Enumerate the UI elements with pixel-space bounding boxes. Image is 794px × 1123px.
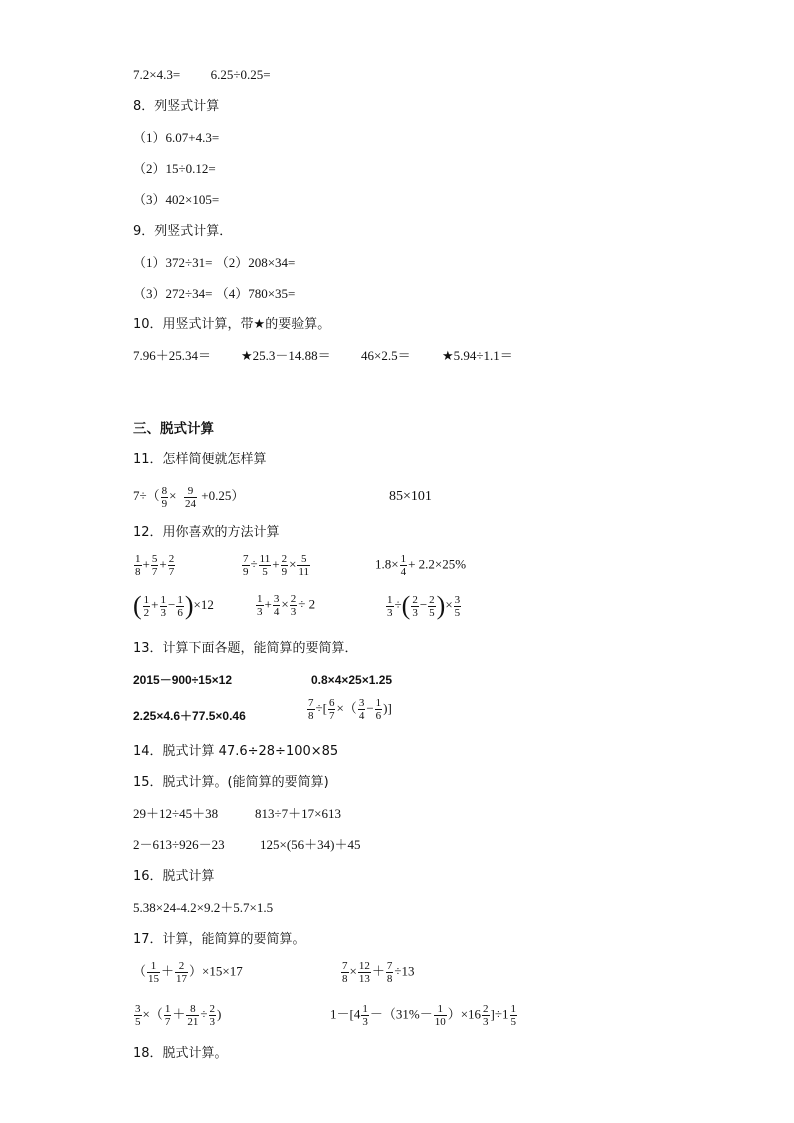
q15-expr-3: 2－613÷926－23	[133, 837, 225, 852]
q12-expr-6: $\frac{1}{3}$ ÷( $\frac{2}{3}$ − $\frac{2}{5}$ )× $\frac{3}{5}$	[387, 591, 461, 620]
q7-expr-1: 7.2×4.3=	[133, 67, 181, 82]
q17-expr-4: 1－[4 $\frac{1}{3}$ －（31%－ $\frac{1}{10}$ ）×16 $\frac{2}{3}$ ]÷1 $\frac{1}{5}$	[330, 1003, 517, 1028]
q10-expr-3: 46×2.5＝	[361, 348, 411, 363]
q13-expr-2: 0.8×4×25×1.25	[311, 673, 393, 687]
q9-title: 9．列竖式计算．	[133, 224, 233, 239]
q12-expr-2: $\frac{7}{9}$ ÷ $\frac{11}{5}$ + $\frac{2}{9}$ × $\frac{5}{11}$	[243, 553, 310, 578]
q15-expr-1: 29＋12÷45＋38	[133, 806, 219, 821]
q17-expr-1: （ $\frac{1}{15}$ ＋ $\frac{2}{17}$ ）×15×17	[133, 960, 243, 985]
q13-title: 13．计算下面各题，能简算的要简算．	[133, 641, 358, 656]
q10-expr-1: 7.96＋25.34＝	[133, 348, 212, 363]
q10-expr-2: ★25.3－14.88＝	[241, 348, 331, 363]
q15-expr-4: 125×(56＋34)＋45	[260, 837, 361, 852]
q15-title: 15．脱式计算。(能简算的要简算)	[133, 775, 329, 790]
q13-expr-1: 2015－900÷15×12	[133, 673, 233, 687]
q7-expressions	[133, 67, 271, 83]
q8-title: 8．列竖式计算	[133, 99, 220, 114]
q9-item-3: （3）272÷34=	[133, 286, 213, 301]
q8-item-1: （1）6.07+4.3=	[133, 130, 220, 145]
q7-expr-2: 6.25÷0.25=	[210, 67, 271, 82]
q11-expr-1: 7÷（ $\frac{8}{9}$ × $\frac{9}{24}$ +0.25）	[133, 484, 245, 510]
q18-title: 18．脱式计算。	[133, 1046, 228, 1061]
q13-expr-4: $\frac{7}{8}$ ÷[ $\frac{6}{7}$ ×（ $\frac{3}{4}$ − $\frac{1}{6}$ )]	[308, 697, 392, 722]
q8-item-2: （2）15÷0.12=	[133, 161, 216, 176]
q13-expr-3: 2.25×4.6＋77.5×0.46	[133, 709, 246, 723]
q10-title: 10．用竖式计算，带★的要验算。	[133, 317, 331, 332]
q17-expr-3: $\frac{3}{5}$ ×（ $\frac{1}{7}$ ＋ $\frac{8}{21}$ ÷ $\frac{2}{3}$ )	[135, 1003, 222, 1028]
q12-expr-3: 1.8× $\frac{1}{4}$ + 2.2×25%	[375, 553, 467, 578]
q11-expr-2: 85×101	[389, 489, 432, 504]
fraction: $\frac{9}{24}$	[184, 484, 196, 510]
q10-expr-4: ★5.94÷1.1＝	[442, 348, 513, 363]
q12-expr-1: $\frac{1}{8}$ + $\frac{5}{7}$ + $\frac{2}{7}$	[135, 553, 175, 578]
q8-item-3: （3）402×105=	[133, 192, 220, 207]
section-3-heading: 三、脱式计算	[133, 421, 214, 437]
q9-item-4: （4）780×35=	[215, 286, 296, 301]
q12-expr-4: ( $\frac{1}{2}$ + $\frac{1}{3}$ − $\frac{1}{6}$ )×12	[133, 591, 214, 620]
q14-title: 14．脱式计算 47.6÷28÷100×85	[133, 744, 339, 759]
q12-expr-5: $\frac{1}{3}$ + $\frac{3}{4}$ × $\frac{2}{3}$ ÷ 2	[257, 593, 316, 618]
q16-title: 16．脱式计算	[133, 869, 215, 884]
fraction: $\frac{8}{9}$	[161, 484, 168, 510]
q15-expr-2: 813÷7＋17×613	[255, 806, 341, 821]
q9-item-2: （2）208×34=	[215, 255, 296, 270]
q17-title: 17．计算，能简算的要简算。	[133, 932, 306, 947]
q11-title: 11．怎样简便就怎样算	[133, 452, 267, 467]
q17-expr-2: $\frac{7}{8}$ × $\frac{12}{13}$ ＋ $\frac{7}{8}$ ÷13	[342, 960, 415, 985]
q16-expr-1: 5.38×24-4.2×9.2＋5.7×1.5	[133, 900, 274, 915]
q9-row-2	[133, 286, 295, 302]
q9-row-1	[133, 255, 295, 271]
q12-title: 12．用你喜欢的方法计算	[133, 525, 280, 540]
q9-item-1: （1）372÷31=	[133, 255, 213, 270]
